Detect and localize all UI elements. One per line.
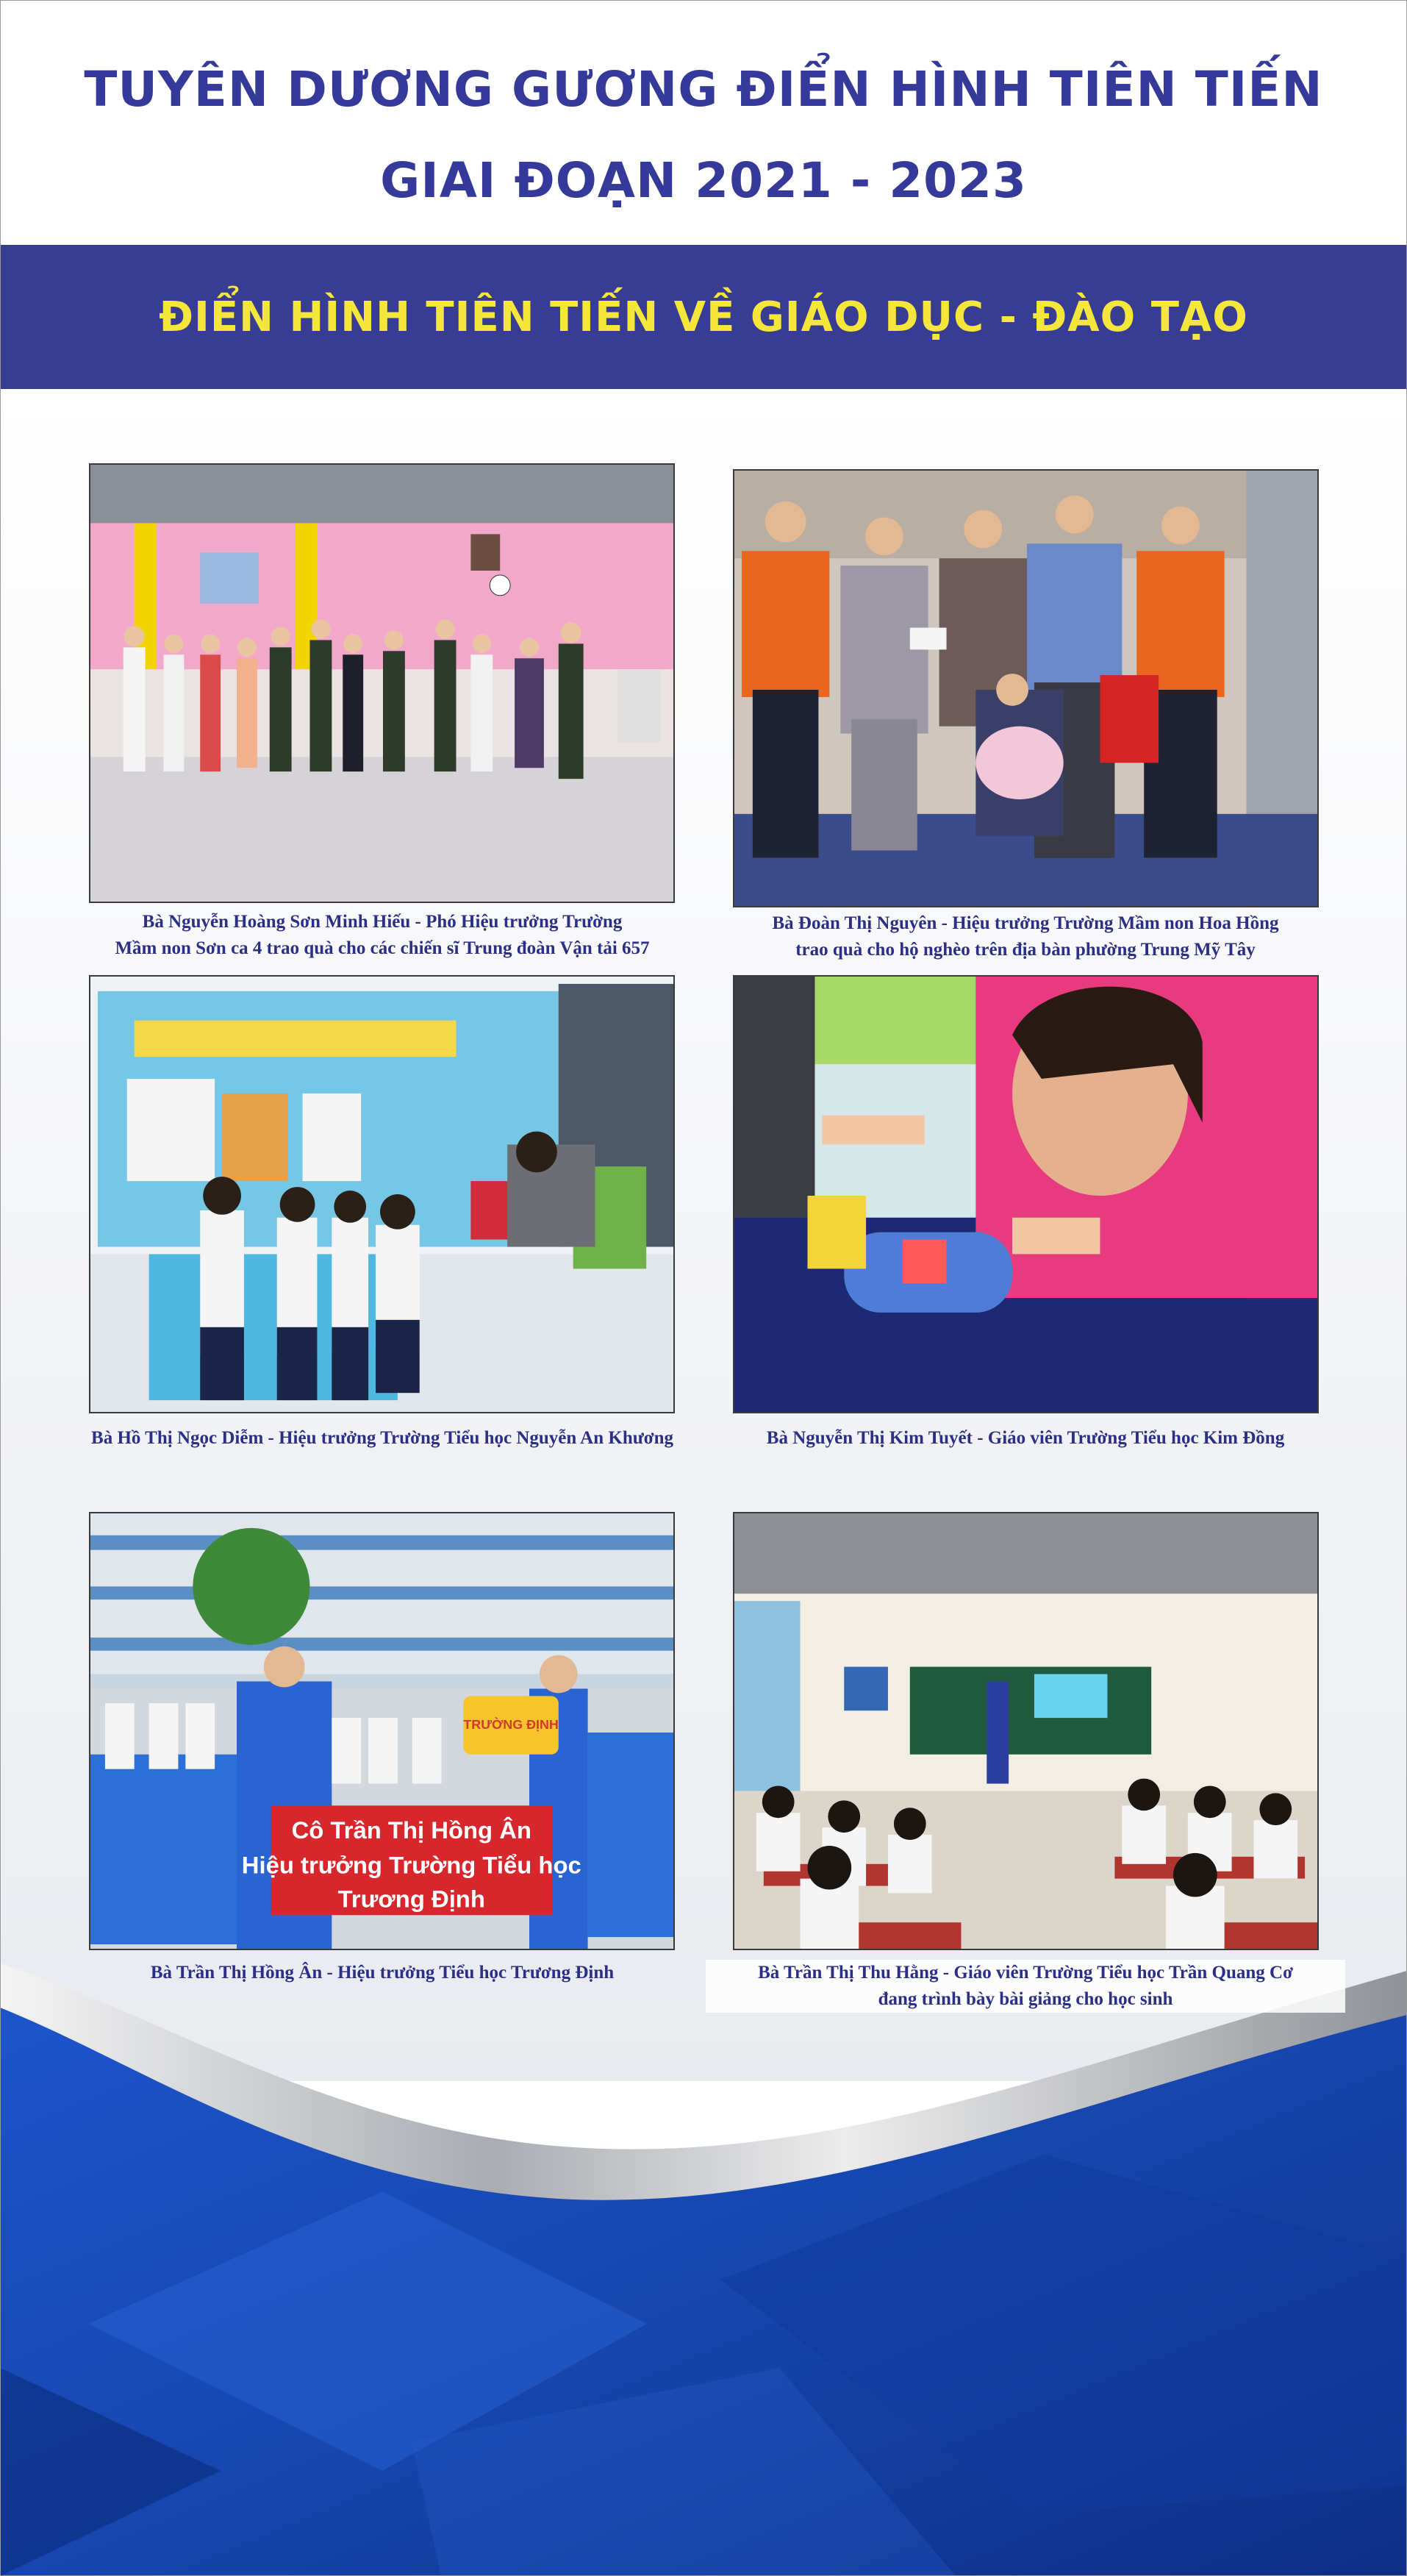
photo-2-caption-line-1: Bà Đoàn Thị Nguyên - Hiệu trưởng Trường Mầm non Hoa Hồng (772, 913, 1279, 933)
photo-5-overlay-line-2: Hiệu trưởng Trường Tiểu học (241, 1851, 581, 1879)
photo-4 (733, 975, 1319, 1413)
photo-1-caption-line-1: Bà Nguyễn Hoàng Sơn Minh Hiếu - Phó Hiệu trưởng Trường (142, 912, 623, 932)
school-sign-text: TRƯỜNG ĐỊNH (463, 1717, 559, 1733)
photo-5-caption-line-1: Bà Trần Thị Hồng Ân - Hiệu trưởng Tiểu học Trương Định (150, 1963, 615, 1983)
photo-6 (733, 1512, 1319, 1950)
photo-5-caption (59, 1960, 706, 1986)
photo-6-caption (706, 1960, 1345, 2013)
photo-1 (89, 463, 675, 903)
photo-6-caption-line-2: đang trình bày bài giảng cho học sinh (706, 1986, 1345, 2013)
photo-5 (89, 1512, 675, 1950)
photo-3 (89, 975, 675, 1413)
photo-1-caption (59, 909, 706, 962)
photo-5-overlay-line-1: Cô Trần Thị Hồng Ân (291, 1816, 531, 1844)
title-line-1: TUYÊN DƯƠNG GƯƠNG ĐIỂN HÌNH TIÊN TIẾN (84, 61, 1323, 118)
photo-5-overlay-line-3: Trương Định (337, 1885, 485, 1913)
section-banner-text: ĐIỂN HÌNH TIÊN TIẾN VỀ GIÁO DỤC - ĐÀO TẠO (159, 293, 1248, 341)
photo-2-caption-line-2: trao quà cho hộ nghèo trên địa bàn phường Trung Mỹ Tây (795, 940, 1256, 960)
page-title (0, 44, 1407, 226)
photo-3-caption (44, 1425, 720, 1452)
photo-3-caption-line-1: Bà Hồ Thị Ngọc Diễm - Hiệu trưởng Trường Tiểu học Nguyễn An Khương (91, 1428, 673, 1448)
photo-4-caption-line-1: Bà Nguyễn Thị Kim Tuyết - Giáo viên Trường Tiểu học Kim Đồng (766, 1428, 1285, 1448)
photo-1-caption-line-2: Mầm non Sơn ca 4 trao quà cho các chiến sĩ Trung đoàn Vận tải 657 (115, 938, 650, 958)
photo-6-caption-line-1: Bà Trần Thị Thu Hằng - Giáo viên Trường Tiểu học Trần Quang Cơ (706, 1960, 1345, 1986)
photo-2-caption (706, 910, 1345, 963)
title-line-2: GIAI ĐOẠN 2021 - 2023 (380, 152, 1027, 209)
photo-2 (733, 469, 1319, 907)
photo-4-caption (706, 1425, 1345, 1452)
section-banner (0, 245, 1407, 389)
